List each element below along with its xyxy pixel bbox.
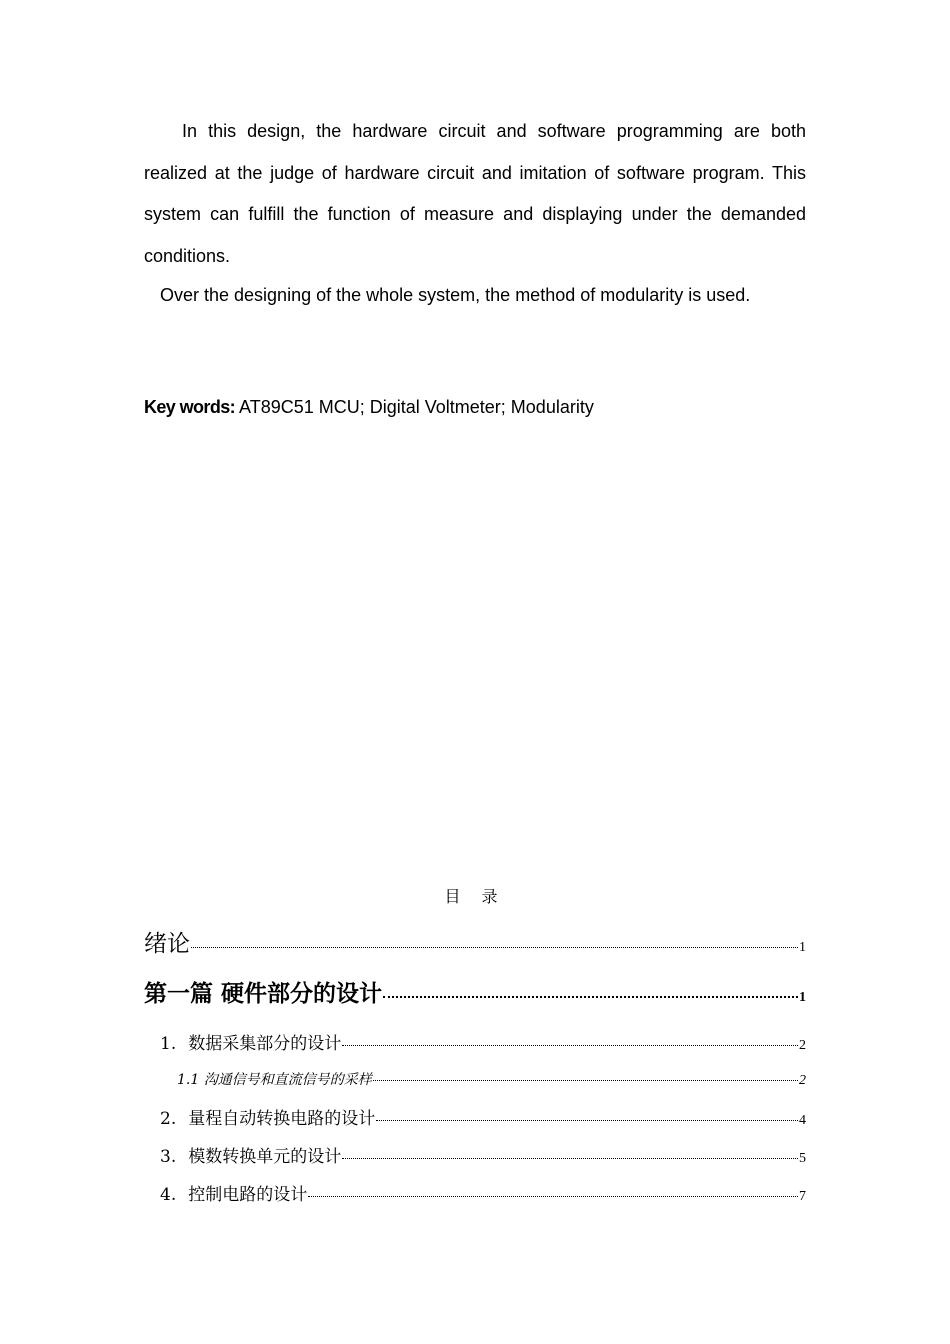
toc-entry-number: 4. [160,1185,177,1205]
toc-entry-part-one[interactable] [144,975,806,1008]
keywords-label: Key words: [144,397,236,417]
toc-page-number: 1 [799,940,806,955]
toc-entry-section-3[interactable] [160,1142,806,1167]
toc-entry-number: 1. [160,1034,177,1054]
toc-title: 目 录 [444,887,506,906]
toc-page-number: 1 [799,990,806,1005]
toc-entry-label: 沟通信号和直流信号的采样 [203,1072,372,1088]
abstract-section [144,111,806,313]
toc-entry-number: 2. [160,1109,177,1129]
abstract-paragraph-2: Over the designing of the whole system, the method of modularity is used. [160,285,751,305]
toc-leader-dots [191,947,798,948]
toc-entry-label: 控制电路的设计 [188,1185,308,1205]
toc-leader-dots [342,1158,798,1159]
toc-page-number: 2 [799,1073,806,1088]
keywords-line [144,397,594,418]
toc-page-number: 5 [799,1151,806,1166]
toc-leader-dots [383,996,798,998]
toc-entry-label: 数据采集部分的设计 [188,1034,342,1054]
toc-entry-label: 模数转换单元的设计 [188,1147,342,1167]
toc-page-number: 2 [799,1038,806,1053]
toc-entry-number: 3. [160,1147,177,1167]
toc-page-number: 7 [799,1189,806,1204]
toc-entry-section-1[interactable] [160,1029,806,1054]
toc-leader-dots [342,1045,798,1046]
toc-entry-label: 量程自动转换电路的设计 [188,1109,376,1129]
toc-leader-dots [376,1120,798,1121]
keywords-value: AT89C51 MCU; Digital Voltmeter; Modularity [239,397,594,417]
toc-entry-label: 绪论 [144,931,190,957]
toc-entry-section-2[interactable] [160,1104,806,1129]
toc-leader-dots [373,1080,798,1081]
toc-entry-label: 第一篇 硬件部分的设计 [144,981,383,1007]
toc-leader-dots [308,1196,798,1197]
toc-page-number: 4 [799,1113,806,1128]
toc-entry-section-4[interactable] [160,1180,806,1205]
toc-entry-number: 1.1 [177,1072,200,1088]
toc-entry-section-1-1[interactable] [177,1069,806,1089]
abstract-paragraph-1: In this design, the hardware circuit and software programming are both realized at the judge of hardware circuit and imitation of software program. This system can fulfill the function of measure and displaying under the demanded conditions. [144,121,806,266]
toc-entry-introduction[interactable] [144,925,806,958]
